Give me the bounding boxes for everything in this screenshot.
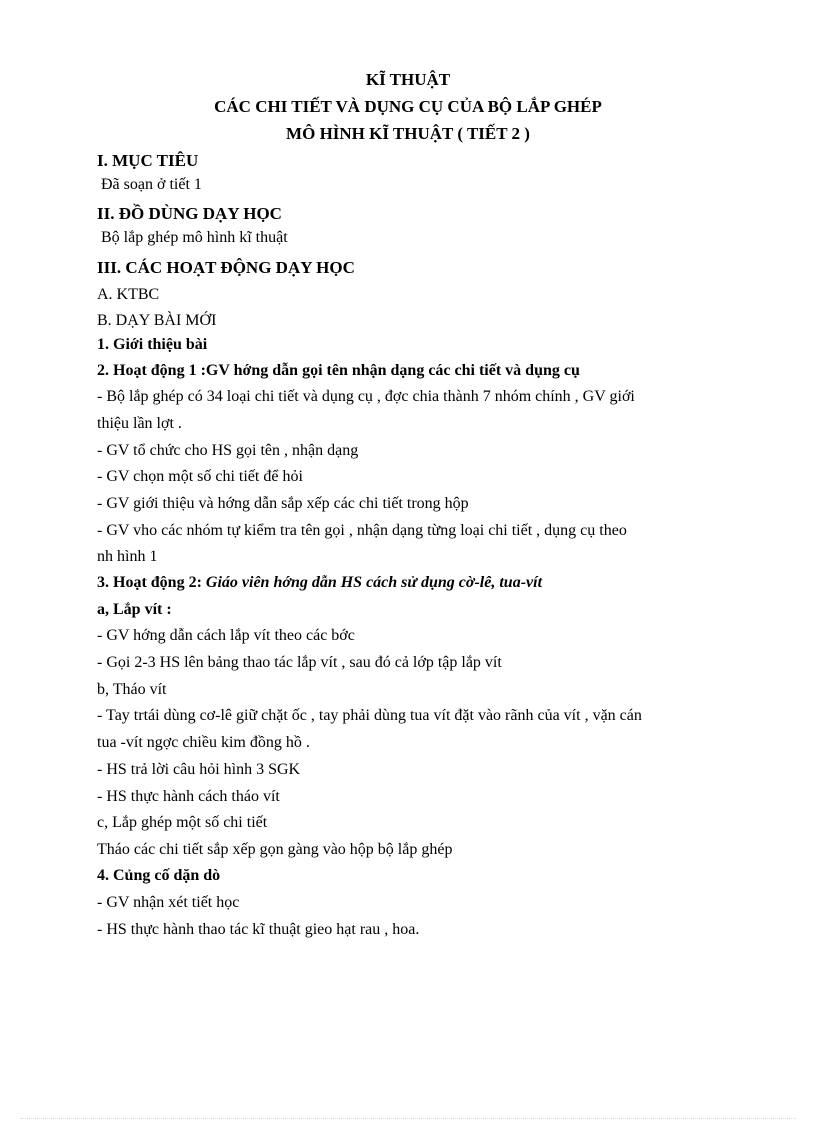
muc-tieu-text: Đã soạn ở tiết 1 bbox=[101, 176, 202, 193]
heading-do-dung: II. ĐỒ DÙNG DẠY HỌC bbox=[97, 204, 282, 223]
heading-gioi-thieu-bai: 1. Giới thiệu bài bbox=[97, 336, 208, 353]
page-bottom-rule bbox=[20, 1118, 796, 1119]
hd2-label: 3. Hoạt động 2: bbox=[97, 574, 202, 591]
heading-hoat-dong: III. CÁC HOẠT ĐỘNG DẠY HỌC bbox=[97, 258, 355, 277]
hd1-line-1: - Bộ lắp ghép có 34 loại chi tiết và dụng cụ , đợc chia thành 7 nhóm chính , GV giới bbox=[97, 388, 635, 405]
heading-hoat-dong-1: 2. Hoạt động 1 :GV hớng dẫn gọi tên nhận dạng các chi tiết và dụng cụ bbox=[97, 362, 580, 379]
hd1-line-7: nh hình 1 bbox=[97, 548, 158, 565]
hd1-line-3: - GV tổ chức cho HS gọi tên , nhận dạng bbox=[97, 442, 359, 459]
thao-vit-line-2: tua -vít ngợc chiều kim đồng hồ . bbox=[97, 734, 310, 751]
doc-title-part: MÔ HÌNH KĨ THUẬT ( TIẾT 2 ) bbox=[286, 124, 530, 143]
hd1-line-5: - GV giới thiệu và hớng dẫn sắp xếp các chi tiết trong hộp bbox=[97, 495, 469, 512]
hd1-line-6: - GV vho các nhóm tự kiểm tra tên gọi , nhận dạng từng loại chi tiết , dụng cụ theo bbox=[97, 522, 627, 539]
cung-co-line-1: - GV nhận xét tiết học bbox=[97, 894, 240, 911]
hd2-title: Giáo viên hớng dẫn HS cách sử dụng cờ-lê, tua-vít bbox=[205, 574, 543, 591]
lap-ghep-line-1: Tháo các chi tiết sắp xếp gọn gàng vào hộp bộ lắp ghép bbox=[97, 841, 453, 858]
heading-cung-co: 4. Củng cố dặn dò bbox=[97, 867, 221, 884]
hd1-line-4: - GV chọn một số chi tiết để hỏi bbox=[97, 468, 303, 485]
hd1-line-2: thiệu lần lợt . bbox=[97, 415, 182, 432]
doc-title-lesson: CÁC CHI TIẾT VÀ DỤNG CỤ CỦA BỘ LẮP GHÉP bbox=[214, 97, 602, 116]
doc-title-subject: KĨ THUẬT bbox=[365, 70, 451, 89]
do-dung-text: Bộ lắp ghép mô hình kĩ thuật bbox=[101, 229, 288, 246]
lap-vit-line-1: - GV hớng dẫn cách lắp vít theo các bớc bbox=[97, 627, 355, 644]
lap-vit-line-2: - Gọi 2-3 HS lên bảng thao tác lắp vít , sau đó cả lớp tập lắp vít bbox=[97, 654, 502, 671]
cung-co-line-2: - HS thực hành thao tác kĩ thuật gieo hạt rau , hoa. bbox=[97, 921, 420, 938]
heading-muc-tieu: I. MỤC TIÊU bbox=[97, 151, 199, 170]
day-bai-moi-line: B. DẠY BÀI MỚI bbox=[97, 312, 217, 329]
heading-hoat-dong-2 bbox=[97, 572, 542, 594]
heading-lap-ghep: c, Lắp ghép một số chi tiết bbox=[97, 814, 268, 831]
heading-thao-vit: b, Tháo vít bbox=[97, 681, 167, 698]
thao-vit-line-4: - HS thực hành cách tháo vít bbox=[97, 788, 280, 805]
thao-vit-line-3: - HS trả lời câu hỏi hình 3 SGK bbox=[97, 761, 301, 778]
ktbc-line: A. KTBC bbox=[97, 286, 160, 303]
heading-lap-vit: a, Lắp vít : bbox=[97, 601, 172, 618]
thao-vit-line-1: - Tay trtái dùng cơ-lê giữ chặt ốc , tay phải dùng tua vít đặt vào rãnh của vít , vặn cán bbox=[97, 707, 642, 724]
